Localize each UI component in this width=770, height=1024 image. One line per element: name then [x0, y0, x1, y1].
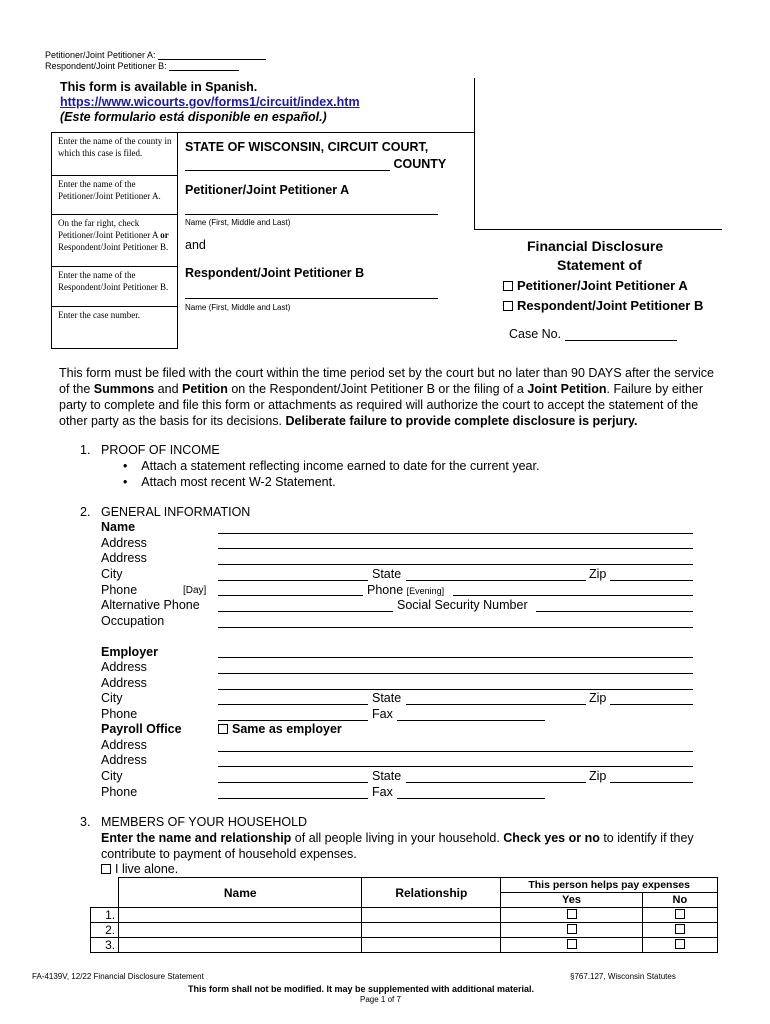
- ssn-label: Social Security Number: [397, 598, 528, 612]
- address-label-1: Address: [101, 536, 147, 550]
- petitioner-a-checkbox[interactable]: [503, 281, 513, 291]
- member-relationship-cell[interactable]: [362, 938, 501, 953]
- table-row: [91, 923, 718, 938]
- phone-day-field[interactable]: [218, 595, 363, 596]
- employer-field[interactable]: [218, 657, 693, 658]
- employer-address-field-2[interactable]: [218, 689, 693, 690]
- payroll-label: Payroll Office: [101, 722, 182, 736]
- household-table: [90, 877, 718, 953]
- phone-evening-field[interactable]: [453, 595, 693, 596]
- county-line: COUNTY: [185, 157, 446, 171]
- payroll-zip-field[interactable]: [610, 782, 693, 783]
- sec1-number: 1.: [80, 443, 91, 457]
- sec2-number: 2.: [80, 505, 91, 519]
- payroll-city-field[interactable]: [218, 782, 368, 783]
- spanish-url[interactable]: https://www.wicourts.gov/forms1/circuit/index.htm: [60, 95, 360, 109]
- payroll-address-label-2: Address: [101, 753, 147, 767]
- row-number: 3.: [91, 938, 119, 953]
- payroll-state-label: State: [372, 769, 402, 783]
- top-respondent-field[interactable]: [169, 58, 239, 71]
- instruction-sep-3: [51, 266, 178, 267]
- alt-phone-label: Alternative Phone: [101, 598, 200, 612]
- member-name-cell[interactable]: [119, 908, 362, 923]
- spanish-note: (Este formulario está disponible en español.): [60, 110, 327, 124]
- top-respondent-line: Respondent/Joint Petitioner B:: [45, 58, 239, 71]
- yes-cell: [501, 923, 642, 938]
- employer-state-label: State: [372, 691, 402, 705]
- col-relationship-header: Relationship: [362, 878, 501, 908]
- table-row: [91, 938, 718, 953]
- state-field[interactable]: [406, 580, 586, 581]
- employer-zip-label: Zip: [589, 691, 607, 705]
- payroll-phone-field[interactable]: [218, 798, 368, 799]
- payroll-address-label-1: Address: [101, 738, 147, 752]
- option-petitioner-a[interactable]: Petitioner/Joint Petitioner A: [503, 278, 688, 293]
- employer-address-label-1: Address: [101, 660, 147, 674]
- respondent-b-name-field[interactable]: [185, 298, 438, 299]
- sec3-number: 3.: [80, 815, 91, 829]
- caption-rule: [474, 229, 722, 230]
- instruction-border-left: [51, 132, 52, 349]
- col-yes-header: Yes: [501, 893, 642, 908]
- address-field-1[interactable]: [218, 548, 693, 549]
- row-number: 1.: [91, 908, 119, 923]
- employer-fax-field[interactable]: [397, 720, 545, 721]
- employer-label: Employer: [101, 645, 158, 659]
- employer-city-label: City: [101, 691, 123, 705]
- occupation-field[interactable]: [218, 627, 693, 628]
- occupation-label: Occupation: [101, 614, 165, 628]
- employer-address-field-1[interactable]: [218, 673, 693, 674]
- sec1-bullet-2: • Attach most recent W-2 Statement.: [123, 475, 336, 489]
- sec3-instructions-2: contribute to payment of household expenses.: [101, 847, 357, 861]
- top-petitioner-line: Petitioner/Joint Petitioner A:: [45, 47, 266, 60]
- payroll-address-field-2[interactable]: [218, 766, 693, 767]
- option-respondent-b[interactable]: Respondent/Joint Petitioner B: [503, 298, 703, 313]
- statute: §767.127, Wisconsin Statutes: [570, 972, 676, 981]
- same-as-employer-checkbox[interactable]: [218, 724, 228, 734]
- instruction-county: Enter the name of the county in which this case is filed.: [58, 136, 172, 158]
- member-name-cell[interactable]: [119, 923, 362, 938]
- day-label: [Day]: [183, 585, 207, 596]
- employer-zip-field[interactable]: [610, 704, 693, 705]
- yes-cell: [501, 938, 642, 953]
- county-field[interactable]: [185, 158, 390, 171]
- instruction-sep-4: [51, 306, 178, 307]
- sec3-instructions-1: Enter the name and relationship of all people living in your household. Check yes or no to identify if they: [101, 831, 694, 845]
- live-alone-option[interactable]: I live alone.: [101, 862, 178, 876]
- name-hint-2: Name (First, Middle and Last): [185, 303, 291, 312]
- instruction-bottom-rule: [51, 348, 178, 349]
- payroll-city-label: City: [101, 769, 123, 783]
- form-title-1: Financial Disclosure: [527, 238, 664, 254]
- no-cell: [642, 908, 717, 923]
- same-as-employer-option[interactable]: Same as employer: [218, 722, 342, 736]
- member-name-cell[interactable]: [119, 938, 362, 953]
- yes-checkbox[interactable]: [567, 939, 577, 949]
- ssn-field[interactable]: [536, 611, 693, 612]
- employer-address-label-2: Address: [101, 676, 147, 690]
- live-alone-checkbox[interactable]: [101, 864, 111, 874]
- footer-notice: This form shall not be modified. It may be supplemented with additional material.: [188, 984, 535, 994]
- payroll-fax-field[interactable]: [397, 798, 545, 799]
- no-checkbox[interactable]: [675, 924, 685, 934]
- payroll-address-field-1[interactable]: [218, 751, 693, 752]
- case-number-line: Case No.: [509, 327, 677, 341]
- phone-evening-label: Phone [Evening]: [367, 583, 445, 597]
- col-helps-header: This person helps pay expenses: [501, 878, 718, 893]
- sec2-title: GENERAL INFORMATION: [101, 505, 251, 519]
- intro-paragraph: This form must be filed with the court within the time period set by the court but no later than 90 DAYS after the service of the Summons and Petition on the Respondent/Joint Petitioner B or the filing of a Joint Petition. Failure by either party to complete and file this form or attachments as required will authorize the court to accept the statement of the other party as the basis for its decisions. Deliberate failure to provide complete disclosure is perjury.: [59, 366, 714, 428]
- sec3-title: MEMBERS OF YOUR HOUSEHOLD: [101, 815, 308, 829]
- caption-divider: [474, 78, 475, 230]
- form-title-2: Statement of: [557, 257, 642, 273]
- zip-field[interactable]: [610, 580, 693, 581]
- instruction-pet-a: Enter the name of the Petitioner/Joint Petitioner A.: [58, 179, 161, 201]
- employer-city-field[interactable]: [218, 704, 368, 705]
- petitioner-a-heading: Petitioner/Joint Petitioner A: [185, 183, 350, 197]
- member-relationship-cell[interactable]: [362, 908, 501, 923]
- table-row: [91, 908, 718, 923]
- name-hint-1: Name (First, Middle and Last): [185, 218, 291, 227]
- row-number: 2.: [91, 923, 119, 938]
- col-no-header: No: [642, 893, 717, 908]
- respondent-b-checkbox[interactable]: [503, 301, 513, 311]
- instruction-check: On the far right, check Petitioner/Joint Petitioner A or Respondent/Joint Petitioner B.: [58, 218, 169, 252]
- yes-cell: [501, 908, 642, 923]
- petitioner-a-name-field[interactable]: [185, 214, 438, 215]
- member-relationship-cell[interactable]: [362, 923, 501, 938]
- alt-phone-field[interactable]: [218, 611, 393, 612]
- zip-label: Zip: [589, 567, 607, 581]
- employer-phone-field[interactable]: [218, 720, 368, 721]
- table-corner: [91, 878, 119, 908]
- address-field-2[interactable]: [218, 564, 693, 565]
- yes-checkbox[interactable]: [567, 909, 577, 919]
- form-id: FA-4139V, 12/22 Financial Disclosure Statement: [32, 972, 204, 981]
- employer-phone-label: Phone: [101, 707, 138, 721]
- instruction-sep-2: [51, 214, 178, 215]
- page-number: Page 1 of 7: [360, 995, 401, 1004]
- spanish-notice: This form is available in Spanish.: [60, 80, 258, 94]
- case-number-field[interactable]: [565, 328, 677, 341]
- payroll-state-field[interactable]: [406, 782, 586, 783]
- payroll-zip-label: Zip: [589, 769, 607, 783]
- no-checkbox[interactable]: [675, 939, 685, 949]
- no-cell: [642, 923, 717, 938]
- court-heading: STATE OF WISCONSIN, CIRCUIT COURT,: [185, 140, 429, 154]
- sec1-title: PROOF OF INCOME: [101, 443, 220, 457]
- sec1-bullet-1: • Attach a statement reflecting income earned to date for the current year.: [123, 459, 540, 473]
- payroll-phone-label: Phone: [101, 785, 138, 799]
- instruction-case: Enter the case number.: [58, 310, 140, 320]
- no-cell: [642, 938, 717, 953]
- address-label-2: Address: [101, 551, 147, 565]
- and-label: and: [185, 238, 206, 252]
- instruction-resp-b: Enter the name of the Respondent/Joint Petitioner B.: [58, 270, 169, 292]
- name-label: Name: [101, 520, 136, 534]
- city-label: City: [101, 567, 123, 581]
- col-name-header: Name: [119, 878, 362, 908]
- no-checkbox[interactable]: [675, 909, 685, 919]
- phone-label: Phone: [101, 583, 138, 597]
- name-field[interactable]: [218, 533, 693, 534]
- yes-checkbox[interactable]: [567, 924, 577, 934]
- employer-fax-label: Fax: [372, 707, 393, 721]
- state-label: State: [372, 567, 402, 581]
- respondent-b-heading: Respondent/Joint Petitioner B: [185, 266, 365, 280]
- city-field[interactable]: [218, 580, 368, 581]
- instruction-sep-1: [51, 175, 178, 176]
- employer-state-field[interactable]: [406, 704, 586, 705]
- payroll-fax-label: Fax: [372, 785, 393, 799]
- caption-top-rule: [51, 132, 474, 133]
